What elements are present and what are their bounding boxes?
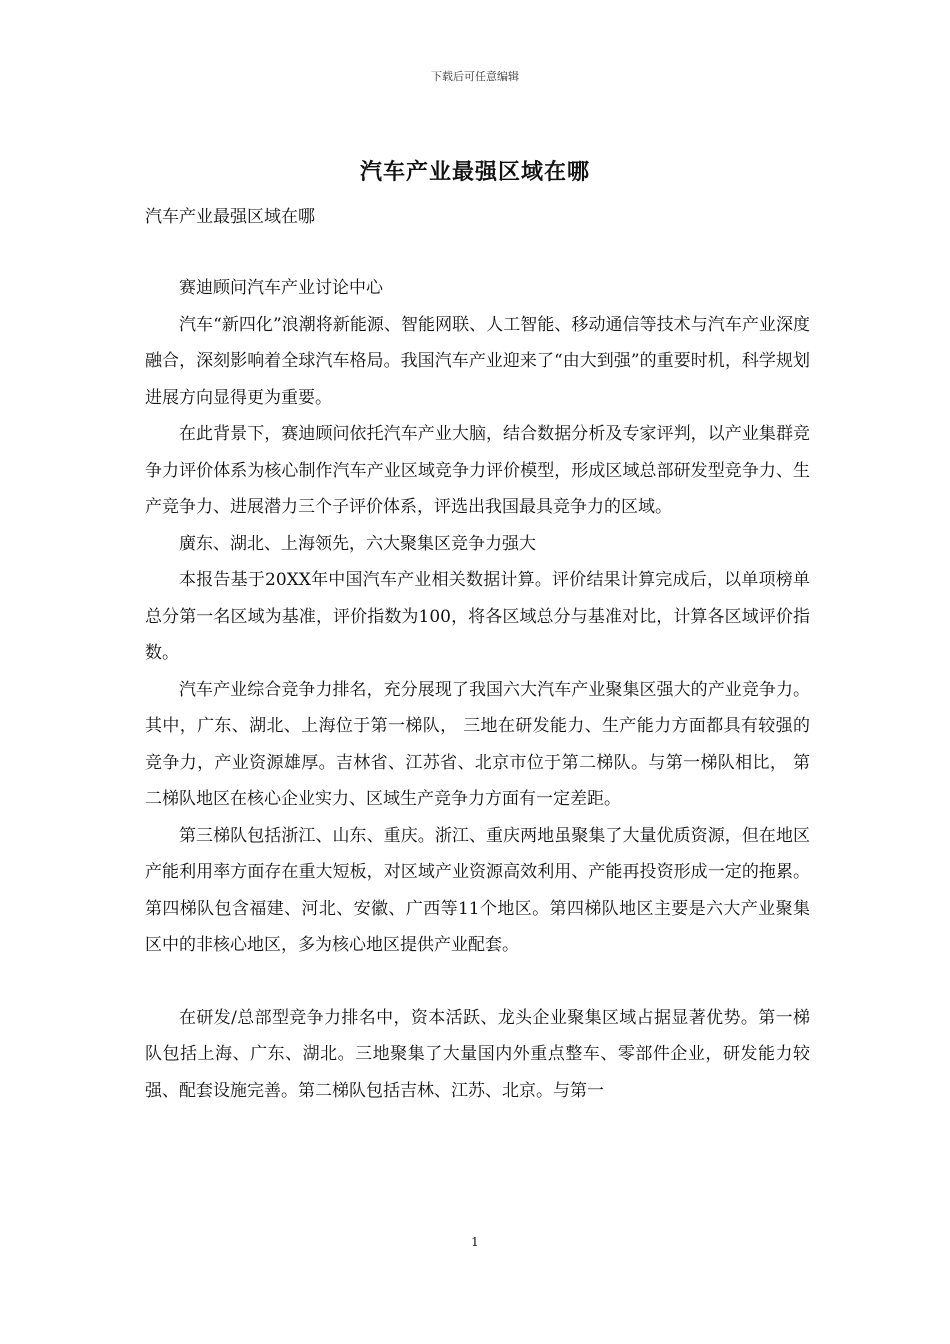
header-note: 下载后可任意编辑 xyxy=(431,70,519,83)
document-subtitle: 汽车产业最强区域在哪 xyxy=(145,207,315,227)
paragraph: 本报告基于20XX年中国汽车产业相关数据计算。评价结果计算完成后，以单项榜单总分第一名区域为基准，评价指数为100，将各区域总分与基准对比，计算各区域评价指数。 xyxy=(145,570,810,663)
section-heading: 廣东、湖北、上海领先，六大聚集区竞争力强大 xyxy=(179,533,536,554)
document-body xyxy=(145,270,810,1109)
document-title: 汽车产业最强区域在哪 xyxy=(359,159,590,185)
paragraph: 汽车“新四化”浪潮将新能源、智能网联、人工智能、移动通信等技术与汽车产业深度融合，深刻影响着全球汽车格局。我国汽车产业迎来了“由大到强”的重要时机，科学规划进展方向显得更为重要。 xyxy=(145,314,810,408)
page-number: 1 xyxy=(471,1235,479,1249)
paragraph-author: 赛迪顾问汽车产业讨论中心 xyxy=(179,278,383,298)
paragraph: 第三梯队包括浙江、山东、重庆。浙江、重庆两地虽聚集了大量优质资源，但在地区产能利用率方面存在重大短板，对区域产业资源高效利用、产能再投资形成一定的拖累。第四梯队包含福建、河北、安徽、广西等11个地区。第四梯队地区主要是六大产业聚集区中的非核心地区，多为核心地区提供产业配套。 xyxy=(145,825,810,955)
paragraph: 在研发/总部型竞争力排名中，资本活跃、龙头企业聚集区域占据显著优势。第一梯队包括上海、广东、湖北。三地聚集了大量国内外重点整车、零部件企业，研发能力较强、配套设施完善。第二梯队包括吉林、江苏、北京。与第一 xyxy=(145,1007,810,1101)
paragraph: 汽车产业综合竞争力排名，充分展现了我国六大汽车产业聚集区强大的产业竞争力。其中，广东、湖北、上海位于第一梯队， 三地在研发能力、生产能力方面都具有较强的竞争力，产业资源雄厚。吉林省、江苏省、北京市位于第二梯队。与第一梯队相比， 第二梯队地区在核心企业实力、区域生产竞争力方面有一定差距。 xyxy=(145,679,810,809)
paragraph: 在此背景下，赛迪顾问依托汽车产业大脑，结合数据分析及专家评判，以产业集群竞争力评价体系为核心制作汽车产业区域竞争力评价模型，形成区域总部研发型竞争力、生产竞争力、进展潜力三个子评价体系，评选出我国最具竞争力的区域。 xyxy=(145,424,810,517)
